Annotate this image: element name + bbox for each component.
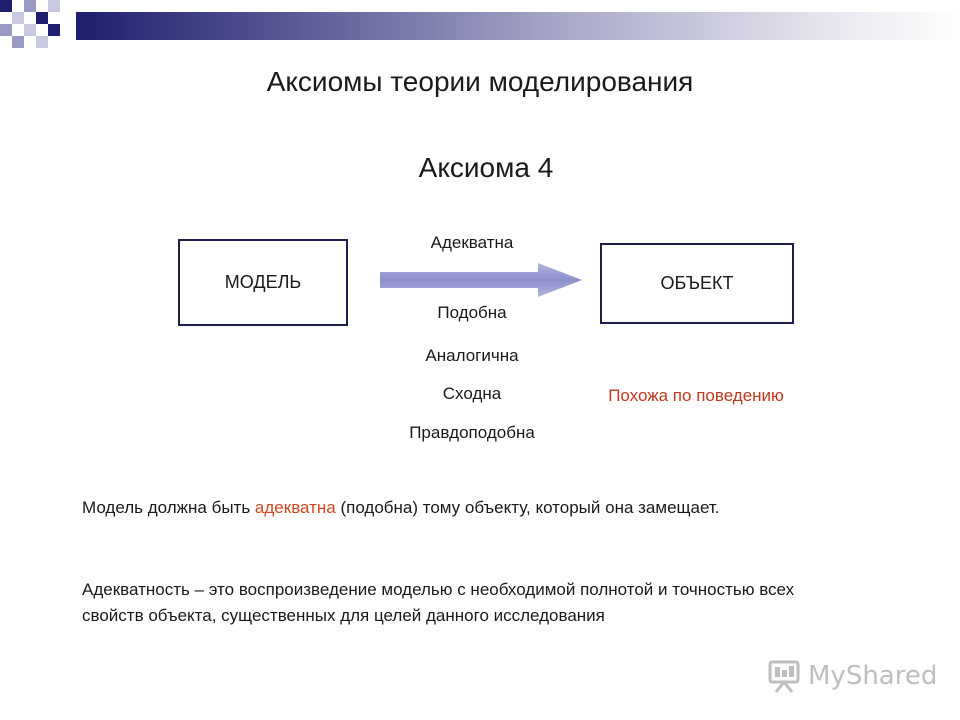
presentation-board-icon	[766, 658, 802, 694]
relation-adequate-label: Адекватна	[430, 233, 514, 252]
paragraph-text: Модель должна быть	[82, 498, 255, 517]
relation-label: Сходна	[442, 384, 502, 403]
top-decorative-band	[0, 0, 960, 48]
right-arrow-icon	[380, 263, 582, 297]
deco-square	[36, 12, 48, 24]
relation-label: Подобна	[437, 303, 507, 322]
deco-square	[24, 24, 36, 36]
deco-square	[48, 24, 60, 36]
title-gradient-bar	[76, 12, 960, 40]
deco-square	[12, 36, 24, 48]
deco-square	[48, 0, 60, 12]
object-box	[600, 243, 794, 324]
axiom-title: Аксиома 4	[418, 152, 554, 183]
paragraph-definition	[82, 495, 842, 521]
relation-label: Правдоподобна	[409, 423, 535, 442]
accent-word: адекватна	[254, 498, 336, 517]
deco-square	[36, 36, 48, 48]
page-title: Аксиомы теории моделирования	[266, 66, 694, 97]
behavior-note: Похожа по поведению	[608, 386, 784, 405]
watermark-text: MyShared	[808, 661, 938, 691]
object-box-label: ОБЪЕКТ	[660, 273, 734, 293]
model-box-label: МОДЕЛЬ	[224, 272, 302, 292]
deco-square	[24, 0, 36, 12]
watermark-logo	[766, 656, 937, 696]
arrow-shape	[380, 263, 582, 297]
deco-square	[0, 24, 12, 36]
deco-square	[12, 12, 24, 24]
paragraph-text: (подобна) тому объекту, который она замещает.	[335, 498, 720, 517]
relation-label: Аналогична	[425, 346, 519, 365]
deco-square	[0, 0, 12, 12]
paragraph-adequacy: Адекватность – это воспроизведение моделью с необходимой полнотой и точностью всех свойств объекта, существенных для целей данного исследования	[82, 580, 795, 625]
